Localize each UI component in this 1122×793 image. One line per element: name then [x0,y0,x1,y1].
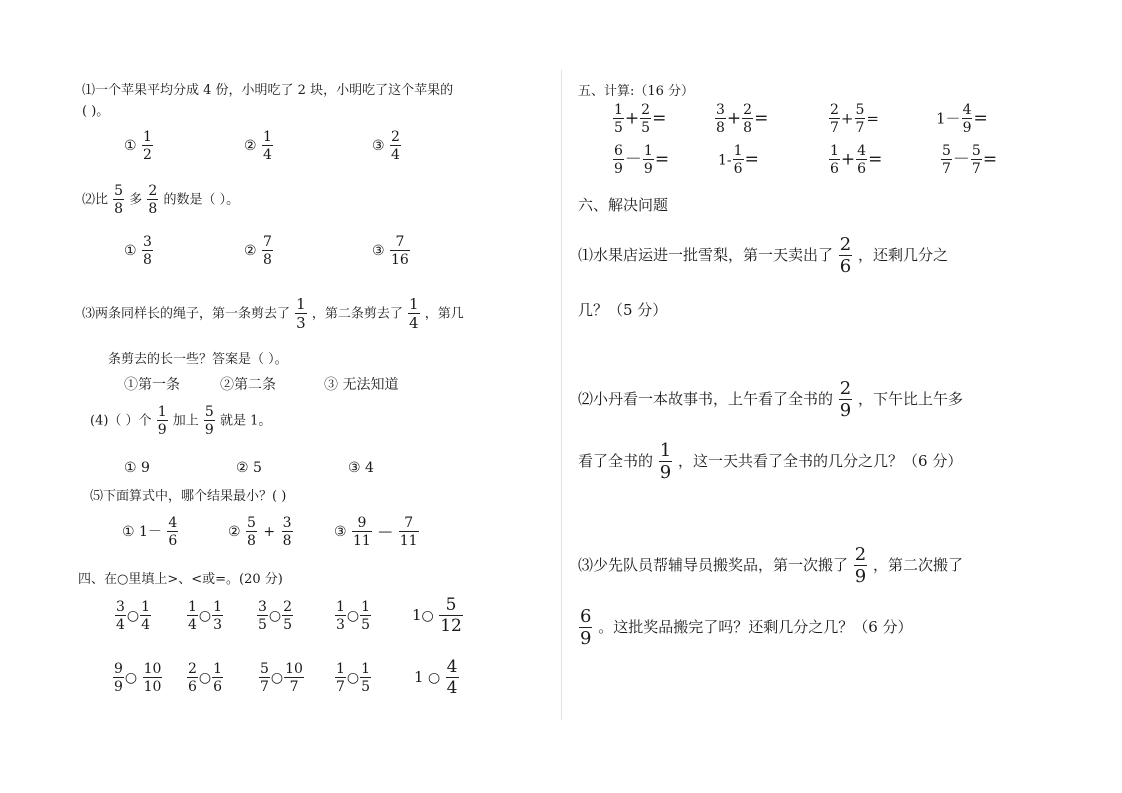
calc-item: $\frac{2}{7}$ + $\frac{5}{7}$ = [830,102,879,136]
section-6-title: 六、解决问题 [578,196,669,214]
fraction: $\frac{1}{4}$ [263,129,272,163]
fraction: $\frac{1}{9}$ [157,404,167,438]
fraction: $\frac{5}{7}$ [855,102,865,136]
q4-text: (4)（ ）个 $\frac{1}{9}$ 加上 $\frac{5}{9}$ 就是 1。 [90,404,272,438]
fraction: $\frac{6}{9}$ [580,606,592,649]
fraction: $\frac{1}{4}$ [188,599,197,633]
calc-item: $\frac{5}{7}$ － $\frac{5}{7}$ = [942,143,998,177]
fraction: $\frac{1}{6}$ [830,143,839,177]
compare-circle[interactable]: ○ [268,608,282,624]
q2-option-3[interactable]: ③ $\frac{7}{16}$ [372,234,409,268]
q1-option-3[interactable]: ③ $\frac{2}{4}$ [372,129,400,163]
calc-item: $\frac{3}{8}$ + $\frac{2}{8}$ = [716,102,769,136]
q2-option-2[interactable]: ② $\frac{7}{8}$ [244,234,272,268]
fraction: $\frac{5}{12}$ [440,595,462,636]
fraction: $\frac{2}{5}$ [283,599,293,633]
compare-circle[interactable]: ○ [198,670,212,686]
fraction: $\frac{2}{6}$ [188,661,197,695]
problem-1-line2: 几？（5 分） [578,301,668,319]
q5-text: ⑸下面算式中，哪个结果最小？( ) [90,489,287,504]
fraction: $\frac{1}{3}$ [336,599,345,633]
fraction: $\frac{2}{6}$ [839,234,852,277]
q3-line2: 条剪去的长一些？答案是（ ）。 [108,352,288,367]
fraction: $\frac{2}{8}$ [743,102,753,136]
fraction: $\frac{9}{11}$ [353,515,371,549]
fraction: $\frac{3}{5}$ [258,599,267,633]
compare-circle[interactable]: ○ [421,608,434,624]
calc-item: 1－ $\frac{4}{9}$ = [936,102,988,136]
fraction: $\frac{7}{8}$ [263,234,272,268]
fraction: $\frac{1}{3}$ [296,295,306,332]
compare-item [258,662,305,694]
fraction: $\frac{1}{5}$ [361,599,371,633]
fraction: $\frac{7}{16}$ [391,234,409,268]
fraction: $\frac{2}{9}$ [854,544,867,587]
compare-circle[interactable]: ○ [126,608,140,624]
fraction: $\frac{5}{7}$ [942,143,951,177]
q1-line2: ( )。 [82,104,110,119]
fraction: $\frac{1}{3}$ [213,599,223,633]
q3-option-1[interactable]: ①第一条 [124,377,180,393]
fraction: $\frac{1}{5}$ [614,102,623,136]
fraction: $\frac{3}{8}$ [282,515,292,549]
problem-1-line1: ⑴水果店运进一批雪梨，第一天卖出了 $\frac{2}{6}$ ，还剩几分之 [578,234,949,277]
q4-option-1[interactable]: ① 9 [124,460,150,476]
q5-option-1[interactable]: ① 1－ $\frac{4}{6}$ [122,515,178,549]
fraction: $\frac{9}{9}$ [114,661,123,695]
fraction: $\frac{7}{11}$ [399,515,418,549]
fraction: $\frac{2}{4}$ [391,129,400,163]
compare-item [114,600,152,632]
q3-option-2[interactable]: ②第二条 [220,377,276,393]
fraction: $\frac{4}{6}$ [857,143,867,177]
compare-item [334,662,372,694]
q1-line1: ⑴一个苹果平均分成 4 份，小明吃了 2 块，小明吃了这个苹果的 [82,83,454,98]
section-5-title: 五、计算:（16 分） [578,84,695,99]
fraction: $\frac{2}{5}$ [641,102,651,136]
fraction: $\frac{1}{6}$ [213,661,223,695]
fraction: $\frac{5}{8}$ [114,183,124,217]
compare-item [186,662,224,694]
q2-option-1[interactable]: ① $\frac{3}{8}$ [124,234,152,268]
fraction: $\frac{1}{4}$ [409,295,419,332]
q1-option-2[interactable]: ② $\frac{1}{4}$ [244,129,272,163]
fraction: $\frac{10}{10}$ [143,661,162,695]
fraction: $\frac{3}{8}$ [716,102,725,136]
fraction: $\frac{1}{9}$ [643,143,653,177]
calc-item: $\frac{6}{9}$ － $\frac{1}{9}$ = [614,143,670,177]
q4-option-2[interactable]: ② 5 [236,460,262,476]
fraction: $\frac{2}{8}$ [148,183,158,217]
compare-item [112,662,163,694]
compare-item [186,600,224,632]
compare-circle[interactable]: ○ [428,670,441,686]
section-4-title: 四、在○里填上>、<或=。(20 分) [78,572,283,587]
q4-option-3[interactable]: ③ 4 [348,460,374,476]
fraction: $\frac{5}{7}$ [971,143,981,177]
column-divider [561,70,562,720]
calc-item: $\frac{1}{5}$ + $\frac{2}{5}$ = [614,102,667,136]
compare-circle[interactable]: ○ [198,608,212,624]
calc-item: 1- $\frac{1}{6}$ = [718,143,759,177]
fraction: $\frac{3}{8}$ [143,234,152,268]
fraction: $\frac{1}{4}$ [141,599,151,633]
fraction: $\frac{1}{5}$ [361,661,371,695]
compare-circle[interactable]: ○ [346,670,360,686]
fraction: $\frac{10}{7}$ [285,661,303,695]
problem-3-line1: ⑶少先队员帮辅导员搬奖品，第一次搬了 $\frac{2}{9}$ ，第二次搬了 [578,544,964,587]
fraction: $\frac{1}{7}$ [336,661,345,695]
q1-option-1[interactable]: ① $\frac{1}{2}$ [124,129,152,163]
fraction: $\frac{1}{9}$ [659,440,672,483]
q5-option-2[interactable]: ② $\frac{5}{8}$ + $\frac{3}{8}$ [228,515,292,549]
problem-2-line2: 看了全书的 $\frac{1}{9}$ ，这一天共看了全书的几分之几？（6 分） [578,440,963,483]
fraction: $\frac{3}{4}$ [116,599,125,633]
fraction: $\frac{4}{6}$ [168,515,178,549]
q2-text: ⑵比 $\frac{5}{8}$ 多 $\frac{2}{8}$ 的数是（ ）。 [82,183,240,217]
fraction: $\frac{1}{2}$ [143,129,152,163]
compare-circle[interactable]: ○ [270,670,284,686]
fraction: $\frac{4}{4}$ [446,657,458,698]
fraction: $\frac{6}{9}$ [614,143,623,177]
fraction: $\frac{2}{7}$ [830,102,839,136]
compare-item: 1 ○ $\frac{4}{4}$ [414,657,458,698]
compare-circle[interactable]: ○ [346,608,360,624]
fraction: $\frac{2}{9}$ [839,378,852,421]
fraction: $\frac{5}{7}$ [260,661,269,695]
q3-option-3[interactable]: ③ 无法知道 [324,377,399,393]
fraction: $\frac{5}{9}$ [204,404,214,438]
problem-2-line1: ⑵小丹看一本故事书，上午看了全书的 $\frac{2}{9}$ ，下午比上午多 [578,378,964,421]
calc-item: $\frac{1}{6}$ + $\frac{4}{6}$ = [830,143,883,177]
compare-item: 1○ $\frac{5}{12}$ [412,595,462,636]
q3-text: ⑶两条同样长的绳子，第一条剪去了 $\frac{1}{3}$ ，第二条剪去了 $\frac{1}{4}$ ，第几 [82,295,464,332]
compare-circle[interactable]: ○ [124,670,138,686]
compare-item [334,600,372,632]
q5-option-3[interactable]: ③ $\frac{9}{11}$ — $\frac{7}{11}$ [334,515,418,549]
fraction: $\frac{1}{6}$ [733,143,743,177]
compare-item [256,600,294,632]
problem-3-line2: $\frac{6}{9}$ 。这批奖品搬完了吗？还剩几分之几？（6 分） [580,606,913,649]
fraction: $\frac{5}{8}$ [247,515,256,549]
fraction: $\frac{4}{9}$ [962,102,972,136]
